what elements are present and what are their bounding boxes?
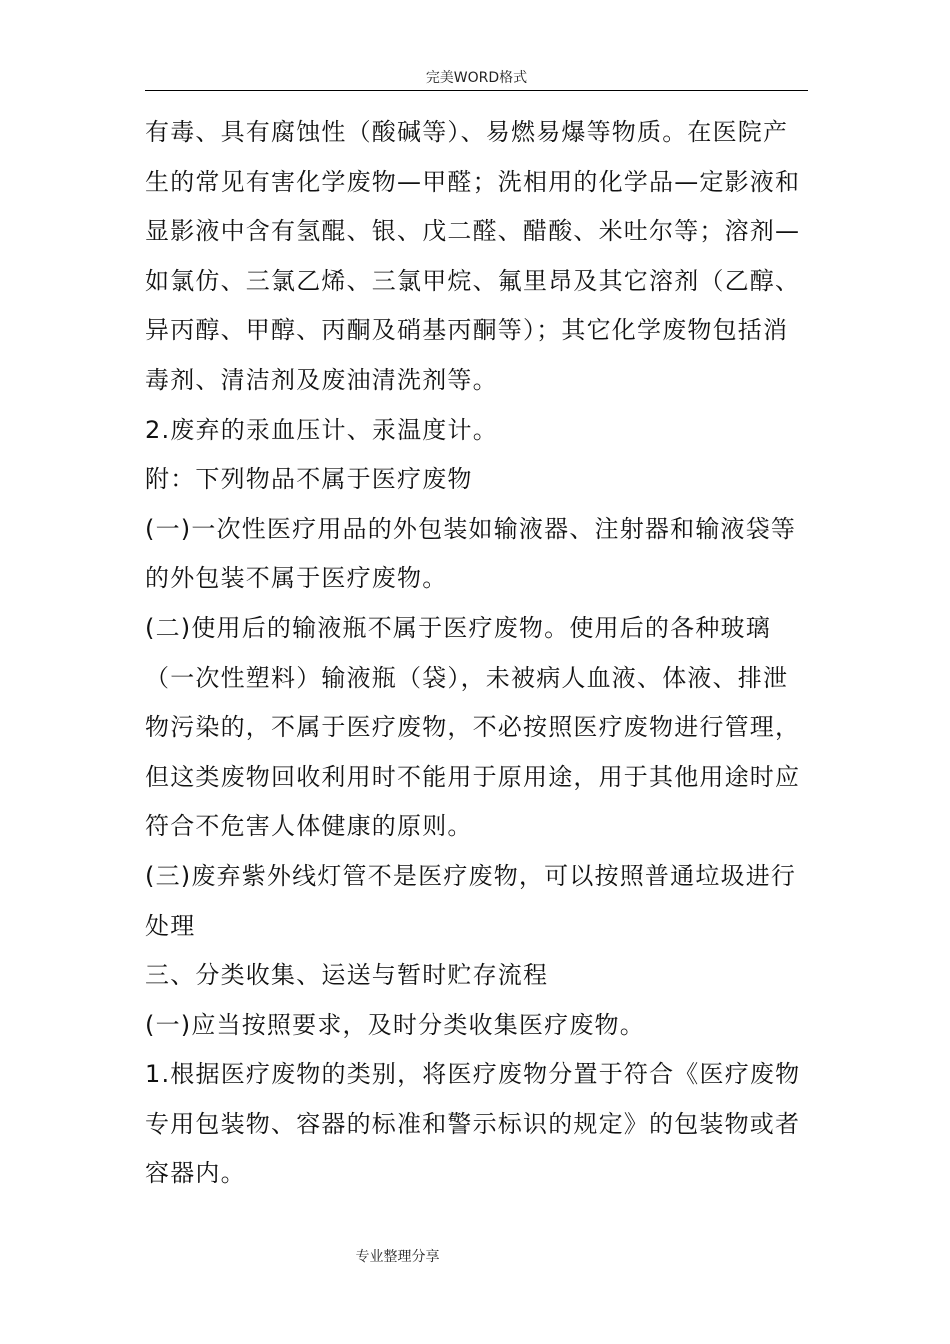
text-line: 2.废弃的汞血压计、汞温度计。 (145, 415, 498, 444)
text-line: 1.根据医疗废物的类别，将医疗废物分置于符合《医疗废物 (145, 1060, 801, 1089)
text-line: 异丙醇、甲醇、丙酮及硝基丙酮等）；其它化学废物包括消 (145, 316, 789, 345)
text-line: (三)废弃紫外线灯管不是医疗废物，可以按照普通垃圾进行 (145, 861, 797, 890)
text-line: (一)一次性医疗用品的外包装如输液器、注射器和输液袋等 (145, 514, 797, 543)
text-line: 处理 (145, 911, 196, 940)
text-line: 附：下列物品不属于医疗废物 (145, 465, 473, 494)
text-line: 但这类废物回收利用时不能用于原用途，用于其他用途时应 (145, 762, 801, 791)
text-line: (一)应当按照要求，及时分类收集医疗废物。 (145, 1010, 645, 1039)
text-line: 三、分类收集、运送与暂时贮存流程 (145, 961, 549, 990)
text-line: 专用包装物、容器的标准和警示标识的规定》的包装物或者 (145, 1109, 801, 1138)
text-line: （一次性塑料）输液瓶（袋），未被病人血液、体液、排泄 (145, 663, 789, 692)
text-line: 显影液中含有氢醌、银、戊二醛、醋酸、米吐尔等；溶剂— (145, 217, 801, 246)
text-line: 如氯仿、三氯乙烯、三氯甲烷、氟里昂及其它溶剂（乙醇、 (145, 266, 801, 295)
text-line: 物污染的，不属于医疗废物，不必按照医疗废物进行管理， (145, 713, 801, 742)
text-line: 容器内。 (145, 1159, 246, 1188)
page-header: 完美WORD格式 (425, 70, 528, 86)
text-line: 生的常见有害化学废物—甲醛；洗相用的化学品—定影液和 (145, 167, 801, 196)
text-line: 毒剂、清洁剂及废油清洗剂等。 (145, 365, 498, 394)
text-line: 的外包装不属于医疗废物。 (145, 564, 448, 593)
header-rule (145, 90, 808, 91)
text-line: 符合不危害人体健康的原则。 (145, 812, 473, 841)
text-line: 有毒、具有腐蚀性（酸碱等）、易燃易爆等物质。在医院产 (145, 118, 789, 146)
page-footer: 专业整理分享 (355, 1249, 440, 1265)
document-body (145, 108, 815, 1199)
text-line: (二)使用后的输液瓶不属于医疗废物。使用后的各种玻璃 (145, 613, 771, 642)
